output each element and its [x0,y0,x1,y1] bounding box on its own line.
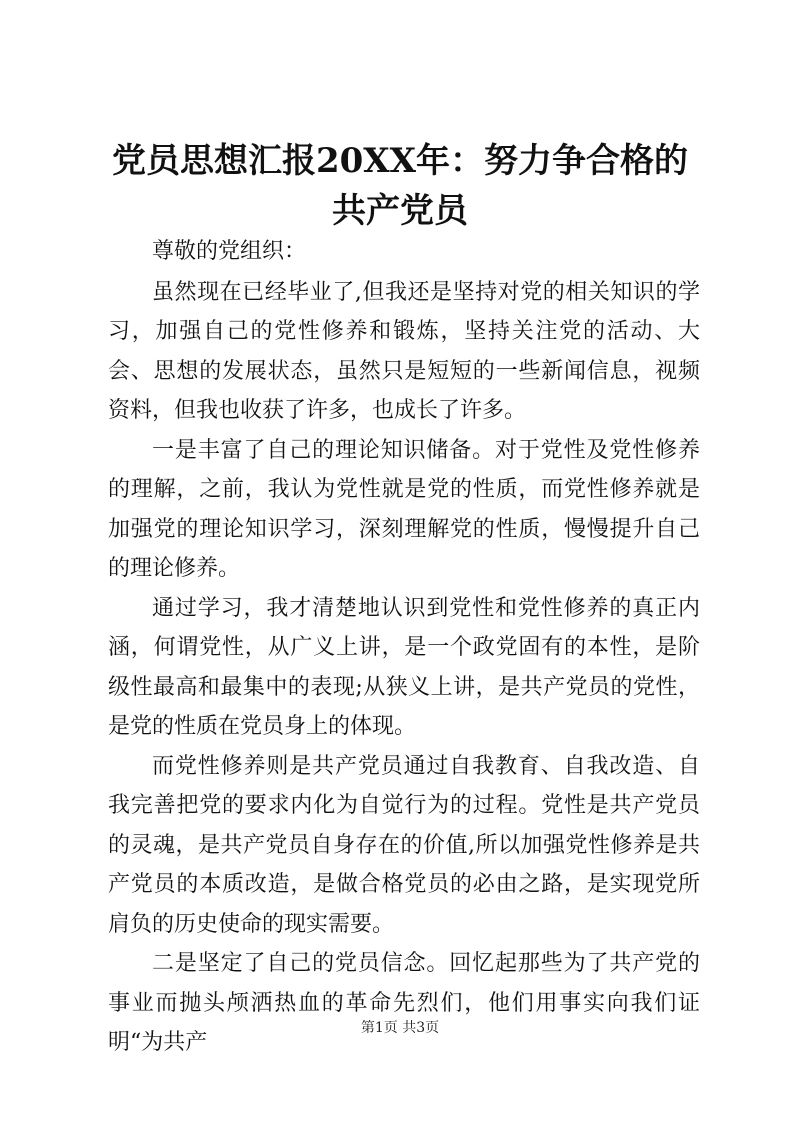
salutation: 尊敬的党组织： [152,239,307,264]
paragraph-1: 虽然现在已经毕业了,但我还是坚持对党的相关知识的学习，加强自己的党性修养和锻炼，坚持关注党的活动、大会、思想的发展状态，虽然只是短短的一些新闻信息，视频资料，但我也收获了许多，也成长了许多。 [108,279,700,423]
paragraph-2: 一是丰富了自己的理论知识储备。对于党性及党性修养的理解，之前，我认为党性就是党的性质，而党性修养就是加强党的理论知识学习，深刻理解党的性质，慢慢提升自己的理论修养。 [108,437,700,581]
paragraph-5: 二是坚定了自己的党员信念。回忆起那些为了共产党的事业而抛头颅洒热血的革命先烈们，他们用事实向我们证明“为共产 [108,951,700,1055]
paragraph-4: 而党性修养则是共产党员通过自我教育、自我改造、自我完善把党的要求内化为自觉行为的过程。党性是共产党员的灵魂，是共产党员自身存在的价值,所以加强党性修养是共产党员的本质改造，是做合格党员的必由之路，是实现党所肩负的历史使命的现实需要。 [108,753,700,937]
page-number: 第1页 共3页 [360,1020,440,1036]
document-body [108,232,700,1063]
paragraph-3: 通过学习，我才清楚地认识到党性和党性修养的真正内涵，何谓党性，从广义上讲，是一个政党固有的本性，是阶级性最高和最集中的表现;从狭义上讲，是共产党员的党性，是党的性质在党员身上的体现。 [108,595,700,739]
document-title: 党员思想汇报20XX年：努力争合格的共产党员 [111,141,689,231]
